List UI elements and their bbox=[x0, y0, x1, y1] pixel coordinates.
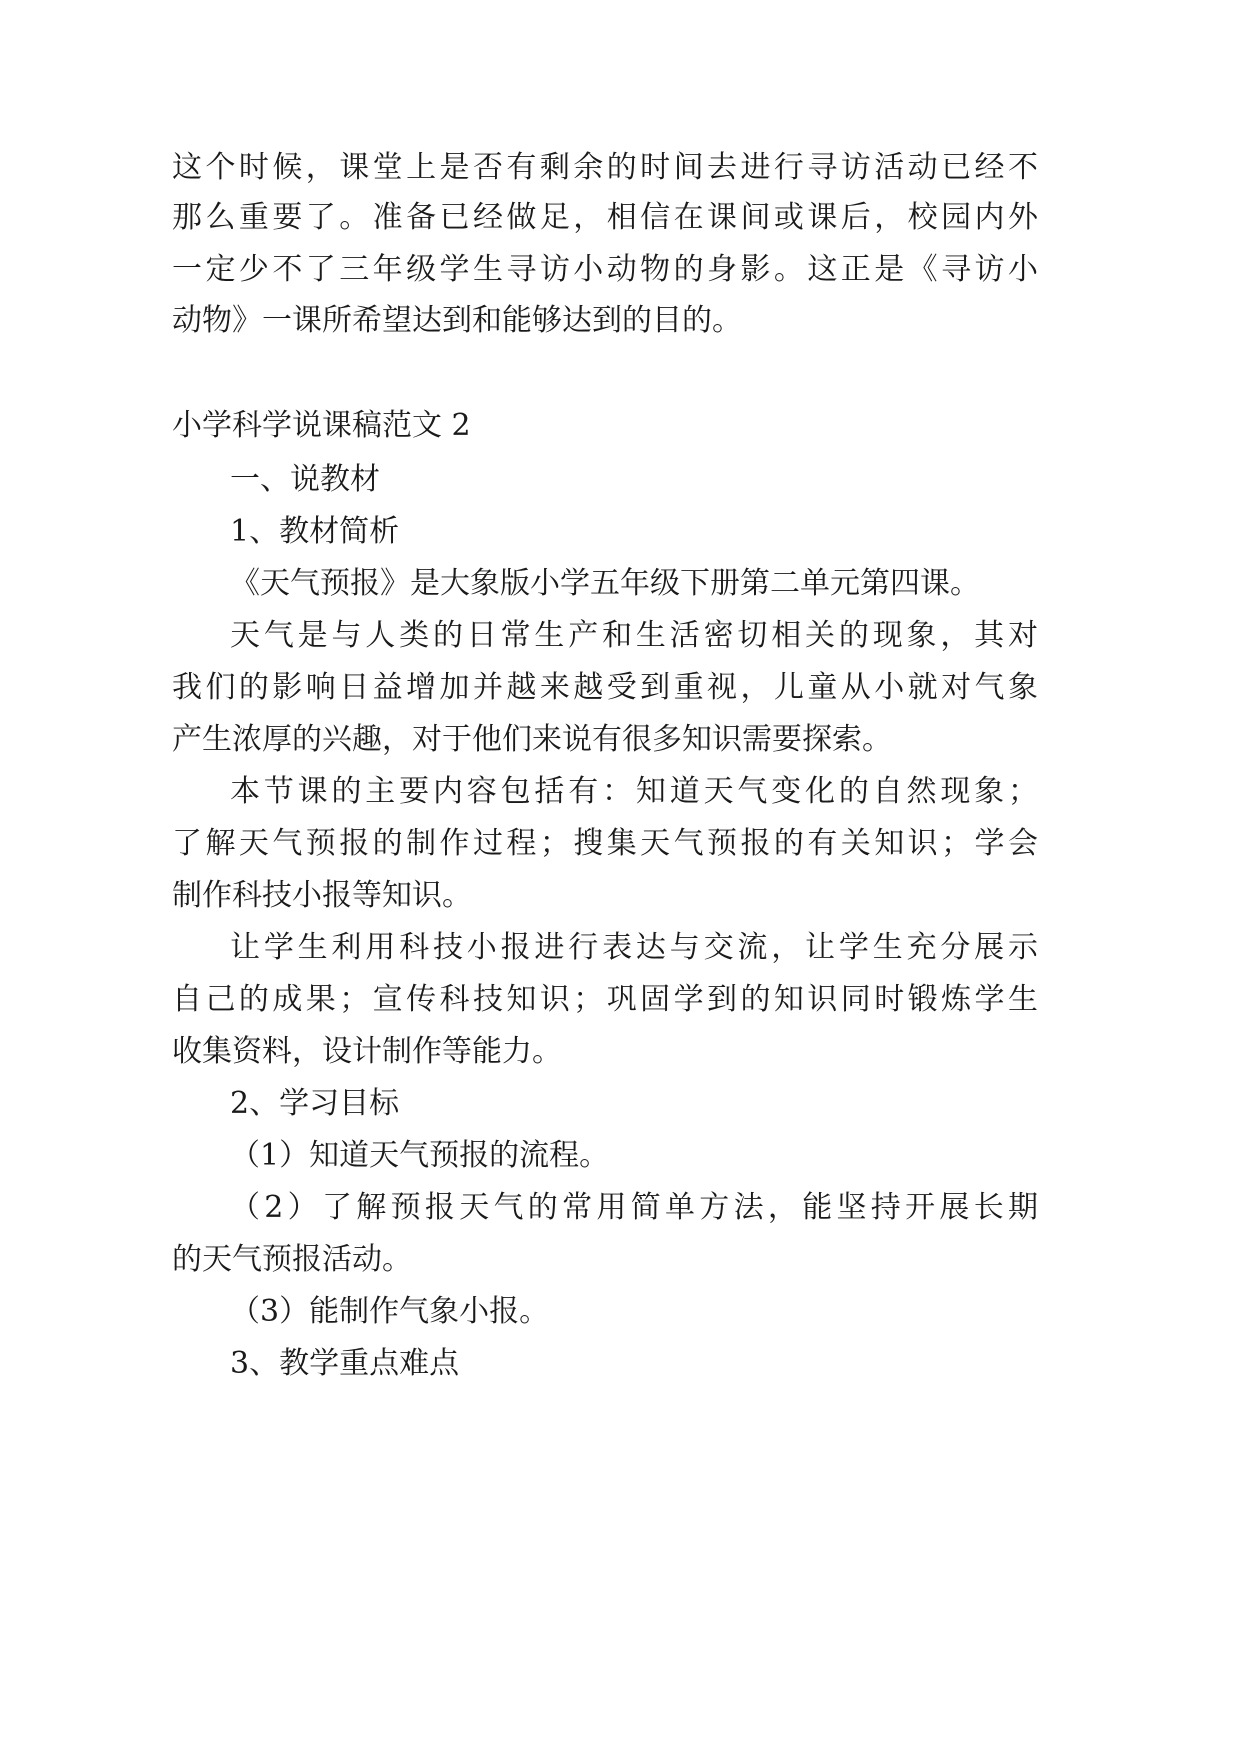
para-3-line-2: 了解天气预报的制作过程；搜集天气预报的有关知识；学会 bbox=[172, 826, 1038, 861]
subheading-教材简析: 1、教材简析 bbox=[230, 514, 400, 549]
goal-3: （3）能制作气象小报。 bbox=[230, 1294, 550, 1329]
para-2-line-2: 我们的影响日益增加并越来越受到重视，儿童从小就对气象 bbox=[172, 670, 1038, 705]
goal-2-line-2: 的天气预报活动。 bbox=[172, 1242, 412, 1277]
para-4-line-1: 让学生利用科技小报进行表达与交流，让学生充分展示 bbox=[230, 930, 1038, 965]
intro-line-1: 这个时候，课堂上是否有剩余的时间去进行寻访活动已经不 bbox=[172, 150, 1038, 185]
intro-line-2: 那么重要了。准备已经做足，相信在课间或课后，校园内外 bbox=[172, 200, 1038, 235]
goal-1: （1）知道天气预报的流程。 bbox=[230, 1138, 610, 1173]
para-3-line-3: 制作科技小报等知识。 bbox=[172, 878, 472, 913]
para-4-line-2: 自己的成果；宣传科技知识；巩固学到的知识同时锻炼学生 bbox=[172, 982, 1038, 1017]
goal-2-line-1: （2）了解预报天气的常用简单方法，能坚持开展长期 bbox=[230, 1190, 1038, 1225]
para-2-line-3: 产生浓厚的兴趣，对于他们来说有很多知识需要探索。 bbox=[172, 722, 892, 757]
para-4-line-3: 收集资料，设计制作等能力。 bbox=[172, 1034, 562, 1069]
intro-line-3: 一定少不了三年级学生寻访小动物的身影。这正是《寻访小 bbox=[172, 252, 1038, 287]
subheading-学习目标: 2、学习目标 bbox=[230, 1086, 400, 1121]
para-2-line-1: 天气是与人类的日常生产和生活密切相关的现象，其对 bbox=[230, 618, 1038, 653]
intro-line-4: 动物》一课所希望达到和能够达到的目的。 bbox=[172, 303, 742, 338]
heading-说教材: 一、说教材 bbox=[230, 462, 380, 497]
para-1-line-1: 《天气预报》是大象版小学五年级下册第二单元第四课。 bbox=[230, 566, 980, 601]
section-title: 小学科学说课稿范文 2 bbox=[172, 408, 471, 443]
subheading-教学重点难点: 3、教学重点难点 bbox=[230, 1346, 460, 1381]
para-3-line-1: 本节课的主要内容包括有：知道天气变化的自然现象； bbox=[230, 774, 1038, 809]
